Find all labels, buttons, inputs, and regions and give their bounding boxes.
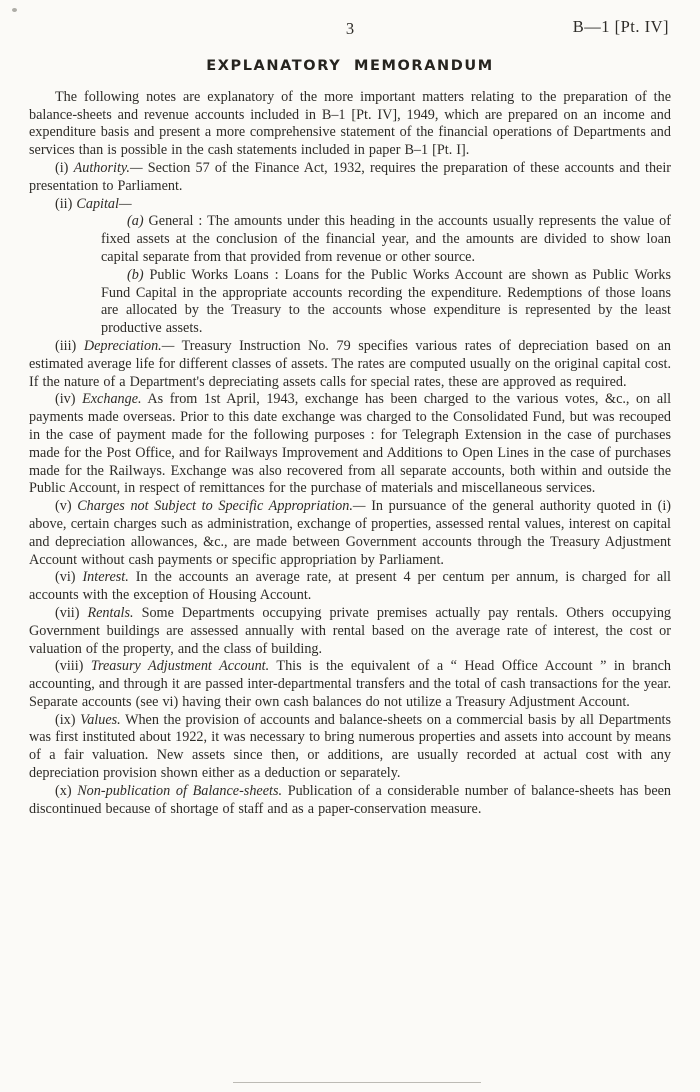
- item-text: In pursuance of the general authority quoted in (i) above, certain charges such as administration, exchange of properties, assessed rental values, interest on capital and depreciation allowances, &c., are made between Government accounts through the Treasury Adjustment Account without cash payments or specific appropriation by Parliament.: [29, 498, 672, 568]
- memo-title: EXPLANATORY MEMORANDUM: [206, 58, 494, 74]
- subitem-head: General :: [148, 213, 203, 230]
- item-number: (vii): [55, 604, 80, 621]
- doc-reference: B—1 [Pt. IV]: [572, 17, 669, 36]
- item-paragraph-viii: [29, 658, 671, 711]
- item-number: (v): [55, 498, 72, 515]
- item-text: In the accounts an average rate, at present 4 per centum per annum, is charged for all accounts with the exception of Housing Account.: [29, 569, 672, 604]
- subitem-label: (a): [127, 213, 144, 230]
- subitem-text: The amounts under this heading in the accounts usually represents the value of fixed assets at the conclusion of the financial year, and the amounts are divided to show loan capital separate from that provided from revenue or other source.: [101, 213, 671, 265]
- item-text: Treasury Instruction No. 79 specifies various rates of depreciation based on an estimated average life for different classes of assets. The rates are computed usually on the original capital cost. If the nature of a Department's depreciating assets calls for special rates, these are approved as required.: [29, 337, 672, 390]
- item-number: (i): [55, 159, 69, 176]
- item-text: This is the equivalent of a “ Head Office Account ” in branch accounting, and through it are passed inter-departmental transfers and the total of cash transactions for the year. Separate accounts (see vi) having their own cash balances do not utilize a Treasury Adjustment Account.: [29, 658, 672, 710]
- item-term: Non-publication of Balance-sheets.: [77, 782, 283, 799]
- item-paragraph-vi: [29, 569, 671, 605]
- item-text: When the provision of accounts and balance-sheets on a commercial basis by all Departments was first instituted about 1922, it was necessary to bring numerous properties and assets into account by means of a fair valuation. New assets since then, or additions, are usually recorded at actual cost with any depreciation provision shown either as a deduction or separately.: [29, 711, 672, 782]
- item-paragraph-iv: [29, 391, 671, 498]
- item-term: Exchange.: [82, 391, 142, 408]
- item-term: Interest.: [82, 569, 129, 586]
- item-text: Some Departments occupying private premises actually pay rentals. Others occupying Government buildings are assessed annually with rental based on the average rate of interest, the cost or valuation of the property, and the class of building.: [29, 604, 672, 657]
- subitem-paragraph-a: [101, 213, 671, 266]
- item-paragraph-ii: [29, 196, 671, 214]
- item-term: Rentals.: [87, 604, 134, 621]
- item-number: (viii): [55, 658, 84, 675]
- item-paragraph-ix: [29, 712, 671, 783]
- item-paragraph-i: [29, 160, 671, 196]
- subitem-head: Public Works Loans :: [149, 266, 279, 283]
- subitem-text: Loans for the Public Works Account are shown as Public Works Fund Capital in the appropriate accounts recording the expenditure. Redemptions of those loans are allocated by the Treasury to the accounts whose expenditure is represented by the least productive assets.: [101, 266, 672, 337]
- item-number: (vi): [55, 569, 76, 586]
- subitem-paragraph-b: [101, 267, 671, 338]
- item-term: Values.: [80, 711, 121, 728]
- scan-dot-artifact: [12, 8, 17, 12]
- intro-paragraph: The following notes are explanatory of the more important matters relating to the preparation of the balance-sheets and revenue accounts included in B–1 [Pt. IV], 1949, which are prepared on an income and expenditure basis and present a more comprehensive statement of the financial operations of Departments and services than is possible in the cash statements included in paper B–1 [Pt. I].: [29, 88, 671, 159]
- item-text: Section 57 of the Finance Act, 1932, requires the preparation of these accounts and their presentation to Parliament.: [29, 159, 671, 194]
- item-term: Charges not Subject to Specific Appropriation.—: [77, 498, 366, 515]
- item-text: Publication of a considerable number of balance-sheets has been discontinued because of shortage of staff and as a paper-conservation measure.: [29, 782, 672, 817]
- item-number: (iv): [55, 391, 76, 408]
- item-paragraph-v: [29, 498, 671, 569]
- item-paragraph-vii: [29, 605, 671, 658]
- page-number: 3: [345, 19, 355, 38]
- item-number: (ix): [55, 711, 76, 728]
- scan-line-artifact: [233, 1082, 481, 1083]
- item-text: As from 1st April, 1943, exchange has been charged to the various votes, &c., on all payments made overseas. Prior to this date exchange was charged to the Consolidated Fund, but was recouped in the case of payment made for the following purposes : for Telegraph Extension in the case of purchases made for the Post Office, and for Railways Improvement and Additions to Open Lines in the case of purchases made for the Railways. Exchange was also recovered from all separate accounts, both within and outside the Public Account, in respect of remittances for the purchase of materials and miscellaneous services.: [29, 391, 672, 497]
- item-term: Authority.—: [73, 159, 143, 176]
- item-number: (ii): [55, 195, 73, 212]
- item-paragraph-iii: [29, 338, 671, 391]
- page-header: [29, 16, 671, 40]
- item-term: Treasury Adjustment Account.: [90, 658, 270, 675]
- item-number: (x): [55, 782, 72, 799]
- subitem-label: (b): [127, 266, 144, 283]
- item-term: Capital—: [76, 195, 132, 212]
- item-term: Depreciation.—: [83, 337, 175, 354]
- item-paragraph-x: [29, 783, 671, 819]
- item-number: (iii): [55, 337, 77, 354]
